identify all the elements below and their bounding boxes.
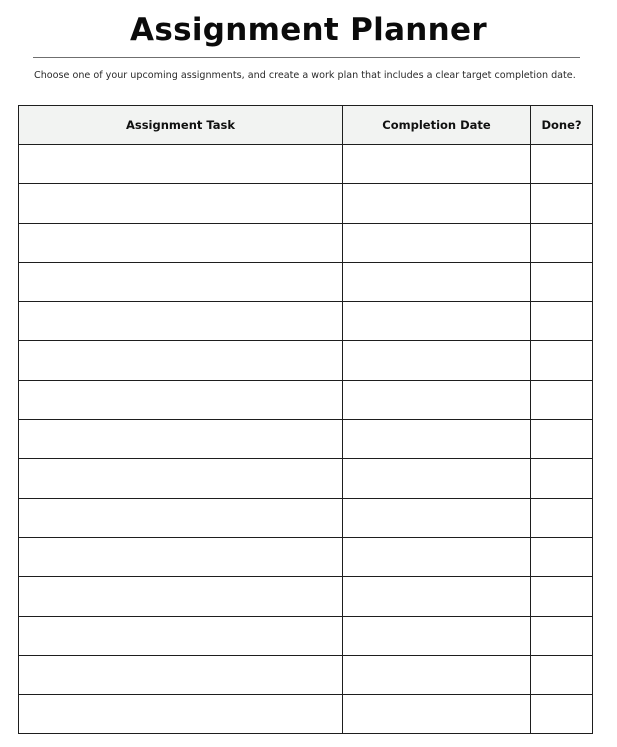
completion-date-cell[interactable] <box>343 420 531 459</box>
title-divider <box>33 57 580 58</box>
done-cell[interactable] <box>531 262 593 301</box>
completion-date-cell[interactable] <box>343 380 531 419</box>
completion-date-cell-value[interactable] <box>343 381 530 419</box>
completion-date-cell[interactable] <box>343 223 531 262</box>
completion-date-cell[interactable] <box>343 695 531 734</box>
done-cell[interactable] <box>531 380 593 419</box>
done-cell-value[interactable] <box>531 656 592 694</box>
completion-date-cell[interactable] <box>343 262 531 301</box>
done-cell[interactable] <box>531 577 593 616</box>
done-cell[interactable] <box>531 616 593 655</box>
done-cell[interactable] <box>531 184 593 223</box>
assignment-task-cell-value[interactable] <box>19 381 342 419</box>
completion-date-cell-value[interactable] <box>343 695 530 733</box>
assignment-task-cell-value[interactable] <box>19 656 342 694</box>
assignment-task-cell-value[interactable] <box>19 420 342 458</box>
completion-date-cell-value[interactable] <box>343 656 530 694</box>
completion-date-cell[interactable] <box>343 184 531 223</box>
assignment-task-cell[interactable] <box>19 420 343 459</box>
assignment-task-cell[interactable] <box>19 184 343 223</box>
assignment-task-cell[interactable] <box>19 262 343 301</box>
completion-date-cell-value[interactable] <box>343 617 530 655</box>
done-cell-value[interactable] <box>531 577 592 615</box>
table-row <box>19 302 593 341</box>
assignment-task-cell[interactable] <box>19 655 343 694</box>
completion-date-cell-value[interactable] <box>343 184 530 222</box>
assignment-task-cell[interactable] <box>19 380 343 419</box>
done-cell-value[interactable] <box>531 145 592 183</box>
table-row <box>19 616 593 655</box>
table-row <box>19 145 593 184</box>
done-cell[interactable] <box>531 145 593 184</box>
done-cell-value[interactable] <box>531 263 592 301</box>
done-cell-value[interactable] <box>531 420 592 458</box>
done-cell[interactable] <box>531 655 593 694</box>
table-body <box>19 145 593 734</box>
assignment-task-cell[interactable] <box>19 537 343 576</box>
assignment-task-cell[interactable] <box>19 616 343 655</box>
assignment-task-cell-value[interactable] <box>19 617 342 655</box>
completion-date-cell[interactable] <box>343 655 531 694</box>
assignment-planner-table <box>18 105 593 734</box>
completion-date-cell[interactable] <box>343 145 531 184</box>
table-row <box>19 184 593 223</box>
assignment-task-cell[interactable] <box>19 459 343 498</box>
assignment-task-cell-value[interactable] <box>19 341 342 379</box>
done-cell[interactable] <box>531 302 593 341</box>
column-header-completion-date: Completion Date <box>343 106 531 145</box>
table-row <box>19 341 593 380</box>
page-title: Assignment Planner <box>130 12 487 48</box>
completion-date-cell[interactable] <box>343 537 531 576</box>
assignment-task-cell-value[interactable] <box>19 695 342 733</box>
done-cell[interactable] <box>531 223 593 262</box>
assignment-task-cell-value[interactable] <box>19 538 342 576</box>
done-cell[interactable] <box>531 420 593 459</box>
done-cell[interactable] <box>531 537 593 576</box>
completion-date-cell-value[interactable] <box>343 263 530 301</box>
assignment-task-cell-value[interactable] <box>19 224 342 262</box>
done-cell-value[interactable] <box>531 695 592 733</box>
table-row <box>19 577 593 616</box>
assignment-task-cell[interactable] <box>19 341 343 380</box>
column-header-done: Done? <box>531 106 593 145</box>
done-cell-value[interactable] <box>531 538 592 576</box>
done-cell[interactable] <box>531 498 593 537</box>
done-cell-value[interactable] <box>531 499 592 537</box>
completion-date-cell[interactable] <box>343 341 531 380</box>
done-cell-value[interactable] <box>531 381 592 419</box>
done-cell[interactable] <box>531 695 593 734</box>
completion-date-cell[interactable] <box>343 616 531 655</box>
table-header-row <box>19 106 593 145</box>
table-row <box>19 420 593 459</box>
assignment-task-cell[interactable] <box>19 223 343 262</box>
completion-date-cell[interactable] <box>343 498 531 537</box>
assignment-task-cell-value[interactable] <box>19 145 342 183</box>
completion-date-cell-value[interactable] <box>343 459 530 497</box>
completion-date-cell-value[interactable] <box>343 577 530 615</box>
completion-date-cell-value[interactable] <box>343 499 530 537</box>
assignment-task-cell[interactable] <box>19 695 343 734</box>
assignment-task-cell-value[interactable] <box>19 459 342 497</box>
column-header-assignment-task: Assignment Task <box>19 106 343 145</box>
assignment-task-cell-value[interactable] <box>19 499 342 537</box>
assignment-task-cell-value[interactable] <box>19 184 342 222</box>
assignment-task-cell-value[interactable] <box>19 302 342 340</box>
done-cell-value[interactable] <box>531 459 592 497</box>
done-cell-value[interactable] <box>531 302 592 340</box>
table-row <box>19 655 593 694</box>
table-row <box>19 262 593 301</box>
completion-date-cell[interactable] <box>343 459 531 498</box>
completion-date-cell[interactable] <box>343 577 531 616</box>
done-cell-value[interactable] <box>531 184 592 222</box>
assignment-task-cell[interactable] <box>19 577 343 616</box>
instructions-text: Choose one of your upcoming assignments, and create a work plan that includes a clear target completion date. <box>34 70 576 81</box>
assignment-task-cell[interactable] <box>19 302 343 341</box>
assignment-task-cell[interactable] <box>19 145 343 184</box>
completion-date-cell-value[interactable] <box>343 302 530 340</box>
table-row <box>19 498 593 537</box>
assignment-task-cell[interactable] <box>19 498 343 537</box>
completion-date-cell-value[interactable] <box>343 420 530 458</box>
done-cell[interactable] <box>531 341 593 380</box>
table-row <box>19 695 593 734</box>
done-cell-value[interactable] <box>531 224 592 262</box>
completion-date-cell-value[interactable] <box>343 341 530 379</box>
assignment-task-cell-value[interactable] <box>19 263 342 301</box>
done-cell[interactable] <box>531 459 593 498</box>
table-row <box>19 223 593 262</box>
completion-date-cell[interactable] <box>343 302 531 341</box>
done-cell-value[interactable] <box>531 617 592 655</box>
done-cell-value[interactable] <box>531 341 592 379</box>
table-row <box>19 380 593 419</box>
completion-date-cell-value[interactable] <box>343 145 530 183</box>
assignment-task-cell-value[interactable] <box>19 577 342 615</box>
table-row <box>19 459 593 498</box>
table-row <box>19 537 593 576</box>
completion-date-cell-value[interactable] <box>343 224 530 262</box>
completion-date-cell-value[interactable] <box>343 538 530 576</box>
